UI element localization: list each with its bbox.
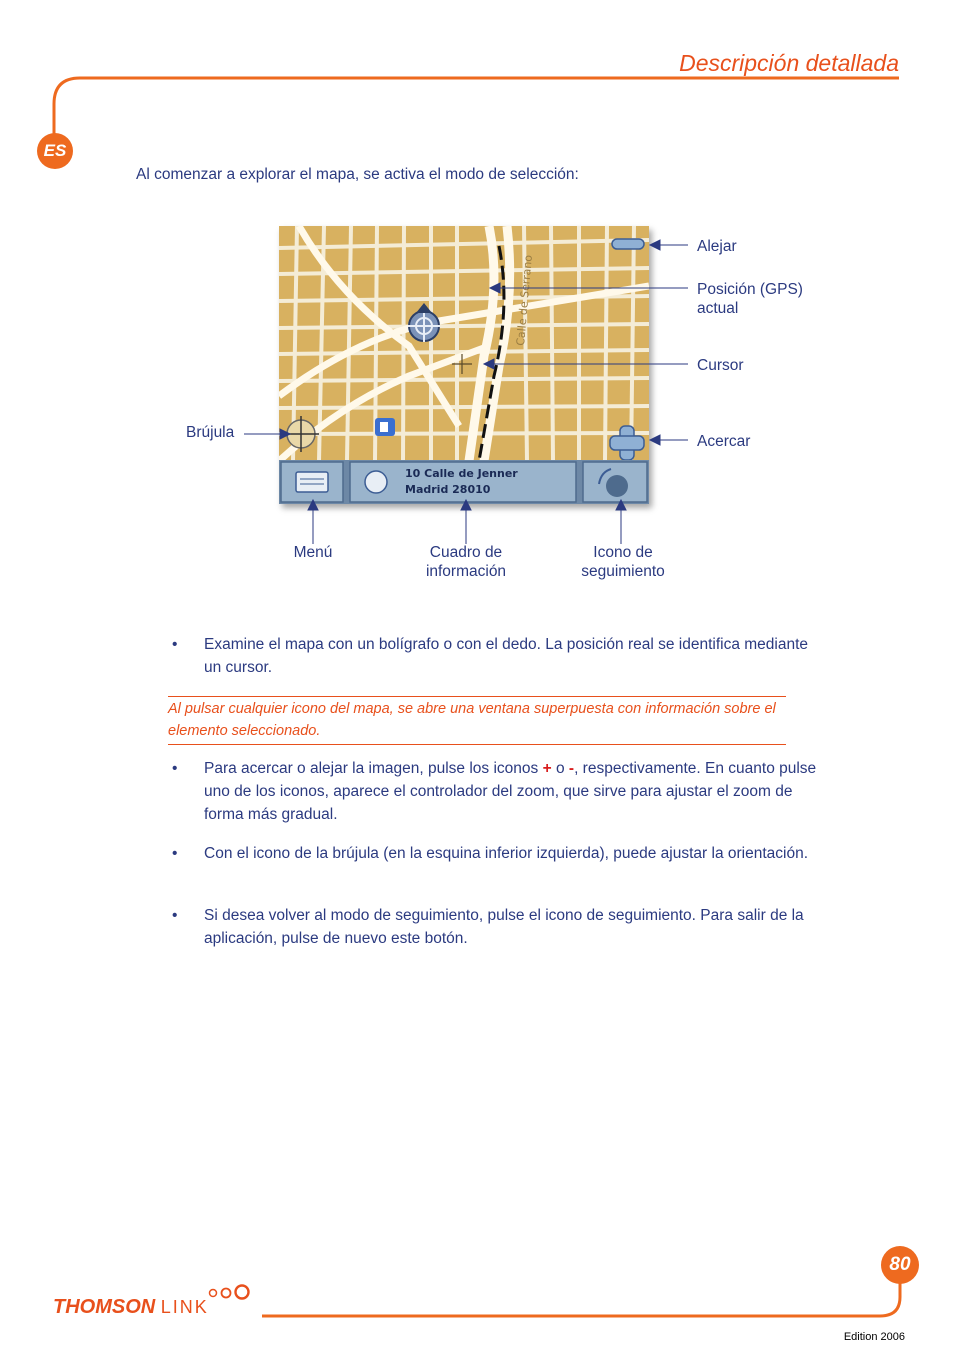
bullet-dot: • xyxy=(172,760,178,777)
bullet-text-middle: o xyxy=(551,760,569,777)
info-box-line2: Madrid 28010 xyxy=(405,483,491,496)
brand-rings-icon xyxy=(208,1283,264,1301)
bullet-dot: • xyxy=(172,636,178,653)
page-number: 80 xyxy=(881,1246,919,1284)
callout-posicion-line1: Posición (GPS) xyxy=(697,281,803,298)
callout-icono xyxy=(558,543,688,581)
callout-cuadro-line1: Cuadro de xyxy=(429,544,503,561)
language-badge: ES xyxy=(37,133,73,169)
callout-icono-line2: seguimiento xyxy=(581,563,665,580)
brand-suffix: LINK xyxy=(160,1297,209,1317)
bullet-text-after: , respectivamente. En cuanto pulse uno de los iconos, aparece el controlador del zoom, que sirve para ajustar el zoom de forma más gradual. xyxy=(204,760,817,823)
bullet-dot: • xyxy=(172,907,178,924)
plus-sign: + xyxy=(542,760,552,777)
bullet-dot: • xyxy=(172,845,178,862)
callout-cuadro-line2: información xyxy=(425,563,507,580)
brand-name: THOMSON xyxy=(53,1296,156,1318)
bullet-text-before: Para acercar o alejar la imagen, pulse los iconos xyxy=(204,760,543,777)
bullet-text: Examine el mapa con un bolígrafo o con el dedo. La posición real se identifica mediante un cursor. xyxy=(204,636,809,676)
callout-posicion-line2: actual xyxy=(697,300,739,317)
bullet-text: Si desea volver al modo de seguimiento, pulse el icono de seguimiento. Para salir de la aplicación, pulse de nuevo este botón. xyxy=(204,907,804,947)
callout-brujula: Brújula xyxy=(186,424,235,441)
bullet-text xyxy=(204,757,822,826)
bullet-text: Con el icono de la brújula (en la esquina inferior izquierda), puede ajustar la orientación. xyxy=(204,845,809,862)
minus-sign: - xyxy=(568,760,575,777)
info-box-line1: 10 Calle de Jenner xyxy=(405,467,518,480)
page-title: Descripción detallada xyxy=(679,50,899,76)
edition-text: Edition 2006 xyxy=(843,1331,905,1343)
callout-cursor: Cursor xyxy=(697,357,744,374)
callout-alejar: Alejar xyxy=(697,238,737,255)
callout-cuadro xyxy=(396,543,536,581)
callout-icono-line1: Icono de xyxy=(593,544,653,561)
note-text: Al pulsar cualquier icono del mapa, se abre una ventana superpuesta con información sobre el elemento seleccionado. xyxy=(168,696,786,745)
callout-acercar: Acercar xyxy=(697,433,751,450)
callout-menu: Menú xyxy=(293,544,333,561)
intro-text: Al comenzar a explorar el mapa, se activa el modo de selección: xyxy=(136,166,579,183)
callout-posicion xyxy=(697,280,803,318)
brand-logo xyxy=(53,1296,209,1319)
street-label: Calle de Serrano xyxy=(514,254,535,347)
